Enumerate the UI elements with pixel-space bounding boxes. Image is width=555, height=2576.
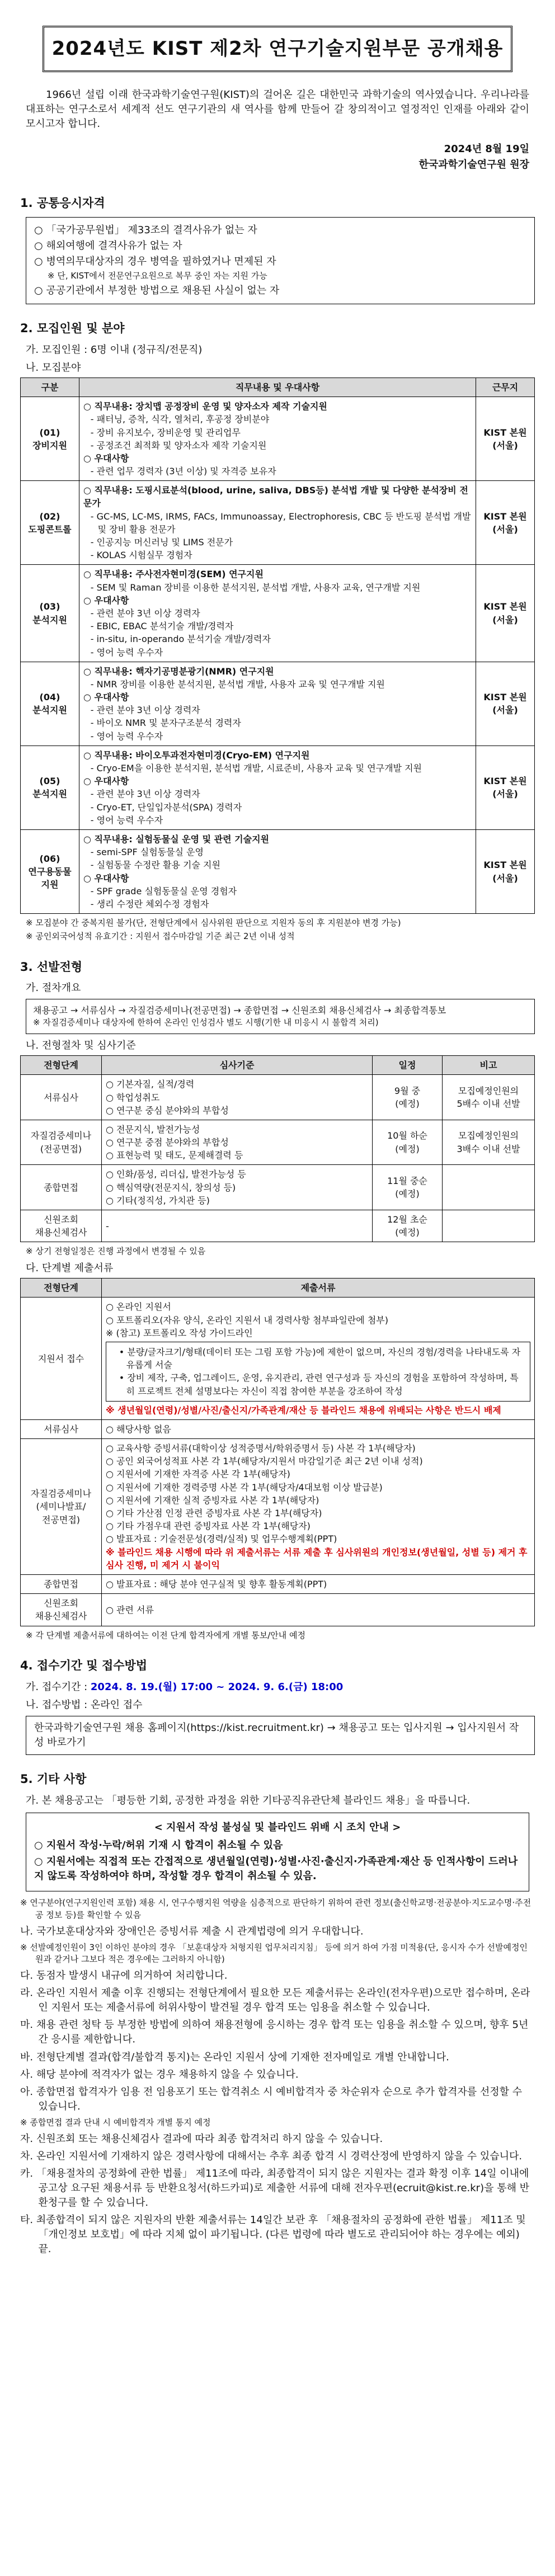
schedule-cell: 9월 중 (예정): [373, 1075, 443, 1120]
document-item: ○ 발표자료 : 기술전문성(경력/실적) 및 업무수행계획(PPT): [106, 1534, 337, 1545]
stage-cell: 신원조회 채용신체검사: [21, 1594, 102, 1626]
misc-item: 나. 국가보훈대상자와 장애인은 증빙서류 제출 시 관계법령에 의거 우대합니다.: [20, 1925, 364, 1937]
duty-detail: - 실험동물 수정란 활용 기술 지원: [90, 860, 220, 871]
documents-cell: [102, 1419, 535, 1438]
document-item: ※ (참고) 포트폴리오 작성 가이드라인: [106, 1327, 253, 1338]
preference-detail: - 관련 분야 3년 이상 경력자: [90, 705, 200, 716]
criteria-cell: [102, 1075, 373, 1120]
misc-item: 자. 신원조회 또는 채용신체검사 결과에 따라 최종 합격처리 하지 않을 수 있습니다.: [20, 2132, 383, 2145]
application-link-box[interactable]: 한국과학기술연구원 채용 홈페이지(https://kist.recruitment.kr) → 채용공고 또는 입사지원 → 입사지원서 작성 바로가기: [26, 1716, 535, 1755]
remark-cell: [443, 1210, 535, 1242]
stage-cell: 자질검증세미나 (세미나발표/ 전공면접): [21, 1439, 102, 1575]
job-field-cell: (03) 분석지원: [21, 565, 79, 662]
criteria-item: ○ 학업성취도: [106, 1092, 160, 1103]
preference-detail: - 생리 수정란 체외수정 경험자: [90, 898, 209, 909]
misc-item: 바. 전형단계별 결과(합격/불합격 통지)는 온라인 지원서 상에 기재한 전자메일로 개별 안내합니다.: [20, 2051, 449, 2063]
duty-title: ○ 직무내용: 핵자기공명분광기(NMR) 연구지원: [83, 666, 274, 677]
misc-item: 라. 온라인 지원서 제출 이후 진행되는 전형단계에서 필요한 모든 제출서류는 온라인(전자우편)으로만 접수하며, 온라인 지원서 또는 제출서류에 허위사항이 발견될 경우 합격 또는 임용을 취소할 수 있습니다.: [20, 1987, 530, 2014]
duty-detail: - GC-MS, LC-MS, IRMS, FACs, Immunoassay, Electrophoresis, CBC 등 반도핑 분석법 개발 및 장비 활용 전문가: [90, 511, 471, 535]
misc-item: 다. 동점자 발생시 내규에 의거하여 처리합니다.: [20, 1970, 228, 1982]
table-header: 직무내용 및 우대사항: [79, 378, 476, 397]
table-row: [21, 1574, 535, 1593]
application-period: 가. 접수기간 : 2024. 8. 19.(월) 17:00 ~ 2024. 9. 6.(금) 18:00: [26, 1681, 344, 1693]
table-header: 전형단계: [21, 1278, 102, 1298]
warning-title: < 지원서 작성 불성실 및 블라인드 위배 시 조치 안내 >: [154, 1821, 401, 1833]
preference-detail: - 영어 능력 우수자: [90, 814, 163, 825]
preference-title: ○ 우대사항: [83, 872, 129, 884]
preference-detail: - EBIC, EBAC 분석기술 개발/경력자: [90, 621, 234, 632]
misc-item: 아. 종합면접 합격자가 임용 전 임용포기 또는 합격취소 시 예비합격자 중 차순위자 순으로 추가 합격자를 선정할 수 있습니다.: [20, 2086, 523, 2112]
job-duty-cell: [79, 481, 476, 565]
duty-detail: - 공정조건 최적화 및 양자소자 제작 기술지원: [90, 440, 267, 451]
criteria-cell: [102, 1210, 373, 1242]
document-item: ○ 해당사항 없음: [106, 1423, 171, 1435]
stage-cell: 서류심사: [21, 1419, 102, 1438]
table-header: 구분: [21, 378, 79, 397]
preference-detail: - 영어 능력 우수자: [90, 730, 163, 742]
title-box: [43, 26, 512, 72]
section-heading: 1. 공통응시자격: [20, 196, 105, 210]
duty-detail: - SEM 및 Raman 장비를 이용한 분석지원, 분석법 개발, 사용자 교육, 연구개발 지원: [90, 582, 421, 593]
remark-cell: [443, 1165, 535, 1210]
job-site-cell: KIST 본원 (서울): [476, 397, 535, 481]
misc-list: [20, 1897, 535, 2257]
duty-title: ○ 직무내용: 실험동물실 운영 및 관련 기술지원: [83, 833, 269, 844]
section-heading: 4. 접수기간 및 접수방법: [20, 1659, 148, 1673]
job-site-cell: KIST 본원 (서울): [476, 746, 535, 829]
schedule-note: ※ 상기 전형일정은 진행 과정에서 변경될 수 있음: [26, 1246, 206, 1257]
criteria-item: ○ 기타(정직성, 가치관 등): [106, 1195, 210, 1206]
announcement-date: 2024년 8월 19일: [444, 143, 529, 155]
criteria-cell: [102, 1120, 373, 1165]
documents-cell: [102, 1298, 535, 1420]
duty-detail: - 장비 유지보수, 장비운영 및 관리업무: [90, 427, 241, 438]
table-row: [21, 1210, 535, 1242]
stage-cell: 종합면접: [21, 1165, 102, 1210]
remark-cell: 모집예정인원의 3배수 이내 선발: [443, 1120, 535, 1165]
preference-title: ○ 우대사항: [83, 692, 129, 703]
table-row: [21, 1419, 535, 1438]
schedule-cell: 12월 초순 (예정): [373, 1210, 443, 1242]
table-header: 일정: [373, 1056, 443, 1075]
stage-cell: 신원조회 채용신체검사: [21, 1210, 102, 1242]
table-header: 비고: [443, 1056, 535, 1075]
job-duty-cell: [79, 829, 476, 913]
document-item: ○ 공인 외국어성적표 사본 각 1부(해당자/지원서 마감일기준 최근 2년 이내 성적): [106, 1456, 423, 1467]
eligibility-item: ○ 병역의무대상자의 경우 병역을 필하였거나 면제된 자: [34, 256, 276, 268]
table-row: [21, 1075, 535, 1120]
stage-cell: 서류심사: [21, 1075, 102, 1120]
guide-item: • 장비 제작, 구축, 업그레이드, 운영, 유지관리, 관련 연구성과 등 자신의 경험을 포함하여 작성하며, 특히 프로젝트 전체 설명보다는 자신이 직접 참여한 부분을 강조하여 작성: [119, 1372, 519, 1396]
portfolio-guide-box: [106, 1342, 530, 1402]
document-item: ○ 기타 가산점 인정 관련 증빙자료 사본 각 1부(해당자): [106, 1508, 322, 1519]
misc-item: 카. 「채용절차의 공정화에 관한 법률」 제11조에 따라, 최종합격이 되지 않은 지원자는 결과 확정 이후 14일 이내에 공고상 요구된 채용서류 등 반환요청서(하드카피)로 제출한 서류에 대해 전자우편(ecruit@kist.re.kr)을 통해 반환청구를 할 수 있습니다.: [20, 2167, 530, 2209]
page-title: 2024년도 KIST 제2차 연구기술지원부문 공개채용: [51, 37, 504, 60]
misc-item: 사. 해당 분야에 적격자가 없는 경우 채용하지 않을 수 있습니다.: [20, 2068, 299, 2080]
job-note: ※ 모집분야 간 중복지원 불가(단, 전형단계에서 심사위원 판단으로 지원자 동의 후 지원분야 변경 가능): [26, 918, 401, 928]
criteria-item: ○ 인화/품성, 리더십, 발전가능성 등: [106, 1169, 246, 1180]
eligibility-item: ○ 공공기관에서 부정한 방법으로 채용된 사실이 없는 자: [34, 285, 280, 297]
duty-detail: - KOLAS 시험실무 경험자: [90, 550, 192, 561]
criteria-item: ○ 핵심역량(전문지식, 창의성 등): [106, 1182, 236, 1193]
process-flow: 채용공고 → 서류심사 → 자질검증세미나(전공면접) → 종합면접 → 신원조회 채용신체검사 → 최종합격통보: [33, 1005, 446, 1016]
document-item: ○ 지원서에 기재한 경력증명 사본 각 1부(해당자/4대보험 이상 발급분): [106, 1482, 383, 1493]
section-heading: 3. 선발전형: [20, 960, 83, 974]
schedule-cell: 11월 중순 (예정): [373, 1165, 443, 1210]
duty-detail: - Cryo-EM을 이용한 분석지원, 분석법 개발, 시료준비, 사용자 교육 및 연구개발 지원: [90, 763, 422, 774]
table-header: 전형단계: [21, 1056, 102, 1075]
duty-detail: - NMR 장비를 이용한 분석지원, 분석법 개발, 사용자 교육 및 연구개발 지원: [90, 678, 385, 690]
documents-cell: [102, 1594, 535, 1626]
eligibility-item: ○ 해외여행에 결격사유가 없는 자: [34, 240, 182, 252]
process-box: [26, 999, 535, 1034]
recruit-field-title: 나. 모집분야: [26, 361, 81, 374]
document-item: ○ 포트폴리오(자유 양식, 온라인 지원서 내 경력사항 첨부파일란에 첨부): [106, 1314, 388, 1325]
preference-detail: - in-situ, in-operando 분석기술 개발/경력자: [90, 634, 271, 645]
documents-cell: [102, 1439, 535, 1575]
misc-item: 차. 온라인 지원서에 기재하지 않은 경력사항에 대해서는 추후 최종 합격 시 경력산정에 반영하지 않을 수 있습니다.: [20, 2150, 523, 2162]
table-header: 근무지: [476, 378, 535, 397]
table-row: [21, 1594, 535, 1626]
criteria-item: -: [106, 1220, 109, 1232]
duty-title: ○ 직무내용: 장치맵 공정장비 운영 및 양자소자 제작 기술지원: [83, 401, 327, 412]
warning-box: [26, 1813, 529, 1891]
recruit-count: 가. 모집인원 : 6명 이내 (정규직/전문직): [26, 343, 203, 356]
document-item: ○ 발표자료 : 해당 분야 연구실적 및 향후 활동계획(PPT): [106, 1578, 327, 1589]
misc-item: 마. 채용 관련 청탁 등 부정한 방법에 의하여 채용전형에 응시하는 경우 합격 또는 임용을 취소할 수 있으며, 향후 5년간 응시를 제한합니다.: [20, 2019, 529, 2046]
criteria-cell: [102, 1165, 373, 1210]
blind-warning: ※ 블라인드 채용 시행에 따라 위 제출서류는 서류 제출 후 심사위원의 개인정보(생년월일, 성별 등) 제거 후 심사 진행, 미 제거 시 불이익: [106, 1546, 528, 1570]
section-heading: 2. 모집인원 및 분야: [20, 322, 125, 336]
job-duty-cell: [79, 565, 476, 662]
table-row: [21, 829, 535, 913]
table-row: [21, 746, 535, 829]
preference-title: ○ 우대사항: [83, 595, 129, 606]
job-duty-cell: [79, 662, 476, 746]
job-note: ※ 공인외국어성적 유효기간 : 지원서 접수마감일 기준 최근 2년 이내 성적: [26, 931, 295, 941]
documents-note: ※ 각 단계별 제출서류에 대하여는 이전 단계 합격자에게 개별 통보/안내 예정: [26, 1630, 306, 1640]
section-heading: 5. 기타 사항: [20, 1772, 87, 1786]
duty-detail: - 인공지능 머신러닝 및 LIMS 전문가: [90, 537, 233, 548]
preference-detail: - 관련 분야 3년 이상 경력자: [90, 789, 200, 800]
criteria-item: ○ 연구분 중심 분야와의 부합성: [106, 1105, 229, 1116]
document-item: ○ 교육사항 증빙서류(대학이상 성적증명서/학위증명서 등) 사본 각 1부(해당자): [106, 1443, 416, 1454]
table-row: [21, 1439, 535, 1575]
guide-item: • 분량/글자크기/형태(데이터 또는 그림 포함 가능)에 제한이 없으며, 자신의 경험/경력을 나타내도록 자유롭게 서술: [119, 1346, 521, 1371]
job-field-cell: (06) 연구용동물 지원: [21, 829, 79, 913]
job-table: [20, 378, 535, 914]
application-method: 나. 접수방법 : 온라인 접수: [26, 1699, 143, 1711]
blind-warning: ※ 생년월일(연령)/성별/사진/출신지/가족관계/재산 등 블라인드 채용에 위배되는 사항은 반드시 배제: [106, 1404, 501, 1416]
organization-signature: 한국과학기술연구원 원장: [418, 158, 529, 171]
schedule-cell: 10월 하순 (예정): [373, 1120, 443, 1165]
preference-detail: - 바이오 NMR 및 분자구조분석 경력자: [90, 718, 241, 729]
eligibility-box: [26, 217, 535, 304]
preference-detail: - 관련 업무 경력자 (3년 이상) 및 자격증 보유자: [90, 466, 276, 477]
stage-cell: 종합면접: [21, 1574, 102, 1593]
table-row: [21, 1120, 535, 1165]
document-item: ○ 지원서에 기재한 실적 증빙자료 사본 각 1부(해당자): [106, 1494, 319, 1506]
table-row: [21, 481, 535, 565]
job-site-cell: KIST 본원 (서울): [476, 481, 535, 565]
preference-detail: - 영어 능력 우수자: [90, 647, 163, 658]
criteria-item: ○ 연구분 중점 분야와의 부합성: [106, 1137, 229, 1148]
preference-title: ○ 우대사항: [83, 452, 129, 464]
application-period-value: 2024. 8. 19.(월) 17:00 ~ 2024. 9. 6.(금) 18:00: [90, 1681, 344, 1693]
document-item: ○ 지원서에 기재한 자격증 사본 각 1부(해당자): [106, 1469, 290, 1480]
preference-detail: - 관련 분야 3년 이상 경력자: [90, 607, 200, 619]
preference-detail: - Cryo-ET, 단일입자분석(SPA) 경력자: [90, 801, 242, 813]
misc-item: 타. 최종합격이 되지 않은 지원자의 반환 제출서류는 14일간 보관 후 「채용절차의 공정화에 관한 법률」 제11조 및 「개인정보 보호법」에 따라 지체 없이 파기됩니다. (다른 법령에 따라 별도로 관리되어야 하는 경우에는 예외) 끝.: [20, 2214, 526, 2256]
table-row: [21, 1298, 535, 1420]
documents-title: 다. 단계별 제출서류: [26, 1262, 114, 1275]
duty-title: ○ 직무내용: 주사전자현미경(SEM) 연구지원: [83, 569, 264, 580]
stage-cell: 자질검증세미나 (전공면접): [21, 1120, 102, 1165]
misc-item: ※ 연구분야(연구지원인력 포함) 채용 시, 연구수행지원 역량을 심층적으로 판단하기 위하여 관련 정보(출신학교명·전공분야·지도교수명·주전공 정보 등)를 확인할 수 있음: [20, 1898, 532, 1920]
duty-detail: - semi-SPF 실험동물실 운영: [90, 847, 204, 858]
preference-title: ○ 우대사항: [83, 776, 129, 787]
table-header: 제출서류: [102, 1278, 535, 1298]
job-site-cell: KIST 본원 (서울): [476, 829, 535, 913]
remark-cell: 모집예정인원의 5배수 이내 선발: [443, 1075, 535, 1120]
table-row: [21, 397, 535, 481]
criteria-item: ○ 전문지식, 발전가능성: [106, 1124, 200, 1135]
blind-hiring-note: 가. 본 채용공고는 「평등한 기회, 공정한 과정을 위한 기타공직유관단체 블라인드 채용」을 따릅니다.: [26, 1794, 471, 1806]
misc-item: ※ 종합면접 결과 단내 시 예비합격자 개별 통지 예정: [20, 2117, 211, 2127]
document-item: ○ 관련 서류: [106, 1604, 154, 1615]
preference-detail: - SPF grade 실험동물실 운영 경험자: [90, 885, 237, 897]
duty-detail: - 패터닝, 증착, 식각, 열처리, 후공정 장비분야: [90, 414, 270, 425]
table-row: [21, 662, 535, 746]
job-site-cell: KIST 본원 (서울): [476, 565, 535, 662]
job-field-cell: (05) 분석지원: [21, 746, 79, 829]
criteria-title: 나. 전형절차 및 심사기준: [26, 1040, 136, 1052]
job-site-cell: KIST 본원 (서울): [476, 662, 535, 746]
criteria-table: [20, 1055, 535, 1242]
document-item: ○ 기타 가점우대 관련 증빙자료 사본 각 1부(해당자): [106, 1521, 311, 1532]
job-duty-cell: [79, 397, 476, 481]
table-row: [21, 1165, 535, 1210]
intro-paragraph: 1966년 설립 이래 한국과학기술연구원(KIST)의 걸어온 길은 대한민국 과학기술의 역사였습니다. 우리나라를 대표하는 연구소로서 세계적 선도 연구기관의 새 역사를 함께 만들어 갈 창의적이고 열정적인 인재를 아래와 같이 모시고자 합니다.: [26, 89, 529, 130]
criteria-item: ○ 표현능력 및 태도, 문제해결력 등: [106, 1150, 243, 1161]
documents-table: [20, 1278, 535, 1626]
eligibility-item: ○ 「국가공무원법」 제33조의 결격사유가 없는 자: [34, 224, 257, 237]
process-title: 가. 절차개요: [26, 982, 81, 994]
documents-cell: [102, 1574, 535, 1593]
process-note: ※ 자질검증세미나 대상자에 한하여 온라인 인성검사 별도 시행(기한 내 미응시 시 불합격 처리): [33, 1017, 379, 1028]
announcement-page: [20, 0, 535, 2282]
misc-item: ※ 선발예정인원이 3인 이하인 분야의 경우 「보훈대상자 처형지원 업무처리지침」 등에 의거 하여 가점 미적용(단, 응시자 수가 선발예정인원과 같거나 그보다 적은 경우에는 그러하지 아니함): [20, 1942, 528, 1965]
duty-title: ○ 직무내용: 바이오투과전자현미경(Cryo-EM) 연구지원: [83, 749, 310, 761]
table-row: [21, 565, 535, 662]
job-field-cell: (02) 도핑콘트롤: [21, 481, 79, 565]
warning-item: ○ 지원서에는 직접적 또는 간접적으로 생년월일(연령)·성별·사진·출신지·가족관계·재산 등 인적사항이 드러나지 않도록 작성하여야 하며, 작성할 경우 합격이 취소될 수 있음.: [34, 1855, 518, 1882]
job-field-cell: (04) 분석지원: [21, 662, 79, 746]
document-item: ○ 온라인 지원서: [106, 1301, 171, 1313]
stage-cell: 지원서 접수: [21, 1298, 102, 1420]
job-field-cell: (01) 장비지원: [21, 397, 79, 481]
warning-item: ○ 지원서 작성·누락/허위 기재 시 합격이 취소될 수 있음: [34, 1839, 283, 1851]
criteria-item: ○ 기본자질, 실적/경력: [106, 1079, 195, 1090]
eligibility-note: ※ 단, KIST에서 전문연구요원으로 복무 중인 자는 지원 가능: [48, 271, 267, 281]
job-duty-cell: [79, 746, 476, 829]
table-header: 심사기준: [102, 1056, 373, 1075]
duty-title: ○ 직무내용: 도핑시료분석(blood, urine, saliva, DBS등) 분석법 개발 및 다양한 분석장비 전문가: [83, 485, 468, 509]
